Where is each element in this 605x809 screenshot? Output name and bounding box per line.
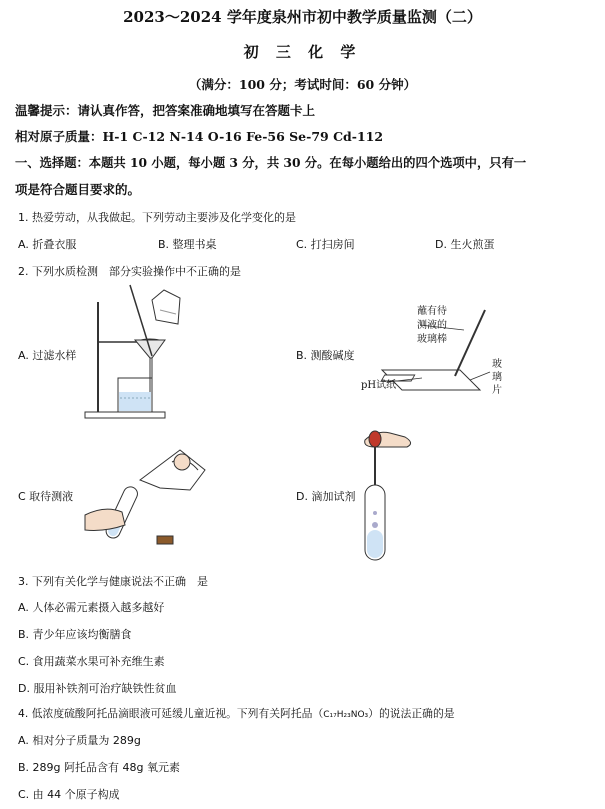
q4-stem-pre: 4. 低浓度硫酸阿托品滴眼液可延缓儿童近视。下列有关阿托品（ bbox=[18, 707, 324, 720]
q2-option-d: D. 滴加试剂 bbox=[296, 490, 356, 503]
q4-option-a: A. 相对分子质量为 289g bbox=[18, 734, 141, 747]
q4-stem-post: ）的说法正确的是 bbox=[368, 707, 455, 720]
q2-stem: 2. 下列水质检测 部分实验操作中不正确的是 bbox=[18, 265, 241, 278]
q2-option-c: C 取待测液 bbox=[18, 490, 74, 503]
atomic-masses: 相对原子质量：H-1 C-12 N-14 O-16 Fe-56 Se-79 Cd-112 bbox=[15, 129, 384, 144]
q4-formula: C₁₇H₂₃NO₃ bbox=[323, 710, 369, 720]
q2-option-a: A. 过滤水样 bbox=[18, 349, 77, 362]
q3-option-b: B. 青少年应该均衡膳食 bbox=[18, 628, 132, 641]
rod-label-line3: 玻璃棒 bbox=[417, 334, 447, 345]
q1-option-a: A. 折叠衣服 bbox=[18, 238, 77, 251]
q1-stem: 1. 热爱劳动，从我做起。下列劳动主要涉及化学变化的是 bbox=[18, 211, 296, 224]
q2-option-b: B. 测酸碱度 bbox=[296, 349, 355, 362]
dropper-figure bbox=[355, 425, 425, 565]
q3-option-d: D. 服用补铁剂可治疗缺铁性贫血 bbox=[18, 682, 177, 695]
q4-option-b: B. 289g 阿托品含有 48g 氧元素 bbox=[18, 761, 180, 774]
q1-option-d: D. 生火煎蛋 bbox=[435, 238, 495, 251]
pouring-figure bbox=[80, 440, 210, 555]
rod-label-line1: 蘸有待 bbox=[417, 306, 447, 317]
rod-label-line2: 测液的 bbox=[417, 320, 447, 331]
glass-label-line1: 玻 bbox=[492, 359, 502, 370]
q4-option-c: C. 由 44 个原子构成 bbox=[18, 788, 120, 801]
exam-info: （满分：100 分；考试时间：60 分钟） bbox=[188, 77, 417, 92]
q1-option-b: B. 整理书桌 bbox=[158, 238, 217, 251]
q3-option-c: C. 食用蔬菜水果可补充维生素 bbox=[18, 655, 165, 668]
glass-slide-label bbox=[492, 358, 502, 397]
subject-title: 初 三 化 学 bbox=[243, 43, 362, 61]
section-heading-1: 一、选择题：本题共 10 小题，每小题 3 分，共 30 分。在每小题给出的四个选项中，只有一 bbox=[15, 155, 527, 170]
q3-stem: 3. 下列有关化学与健康说法不正确 是 bbox=[18, 575, 208, 588]
exam-title: 2023～2024 学年度泉州市初中教学质量监测（二） bbox=[123, 8, 482, 26]
section-heading-2: 项是符合题目要求的。 bbox=[15, 182, 141, 197]
tip-line: 温馨提示：请认真作答，把答案准确地填写在答题卡上 bbox=[15, 103, 316, 118]
glass-label-line2: 璃 bbox=[492, 372, 502, 383]
ph-paper-label: pH试纸 bbox=[361, 380, 397, 391]
rod-label bbox=[417, 305, 447, 347]
filtration-figure bbox=[80, 280, 200, 422]
q3-option-a: A. 人体必需元素摄入越多越好 bbox=[18, 601, 165, 614]
glass-label-line3: 片 bbox=[492, 385, 502, 396]
q4-stem bbox=[18, 706, 455, 721]
q1-option-c: C. 打扫房间 bbox=[296, 238, 355, 251]
